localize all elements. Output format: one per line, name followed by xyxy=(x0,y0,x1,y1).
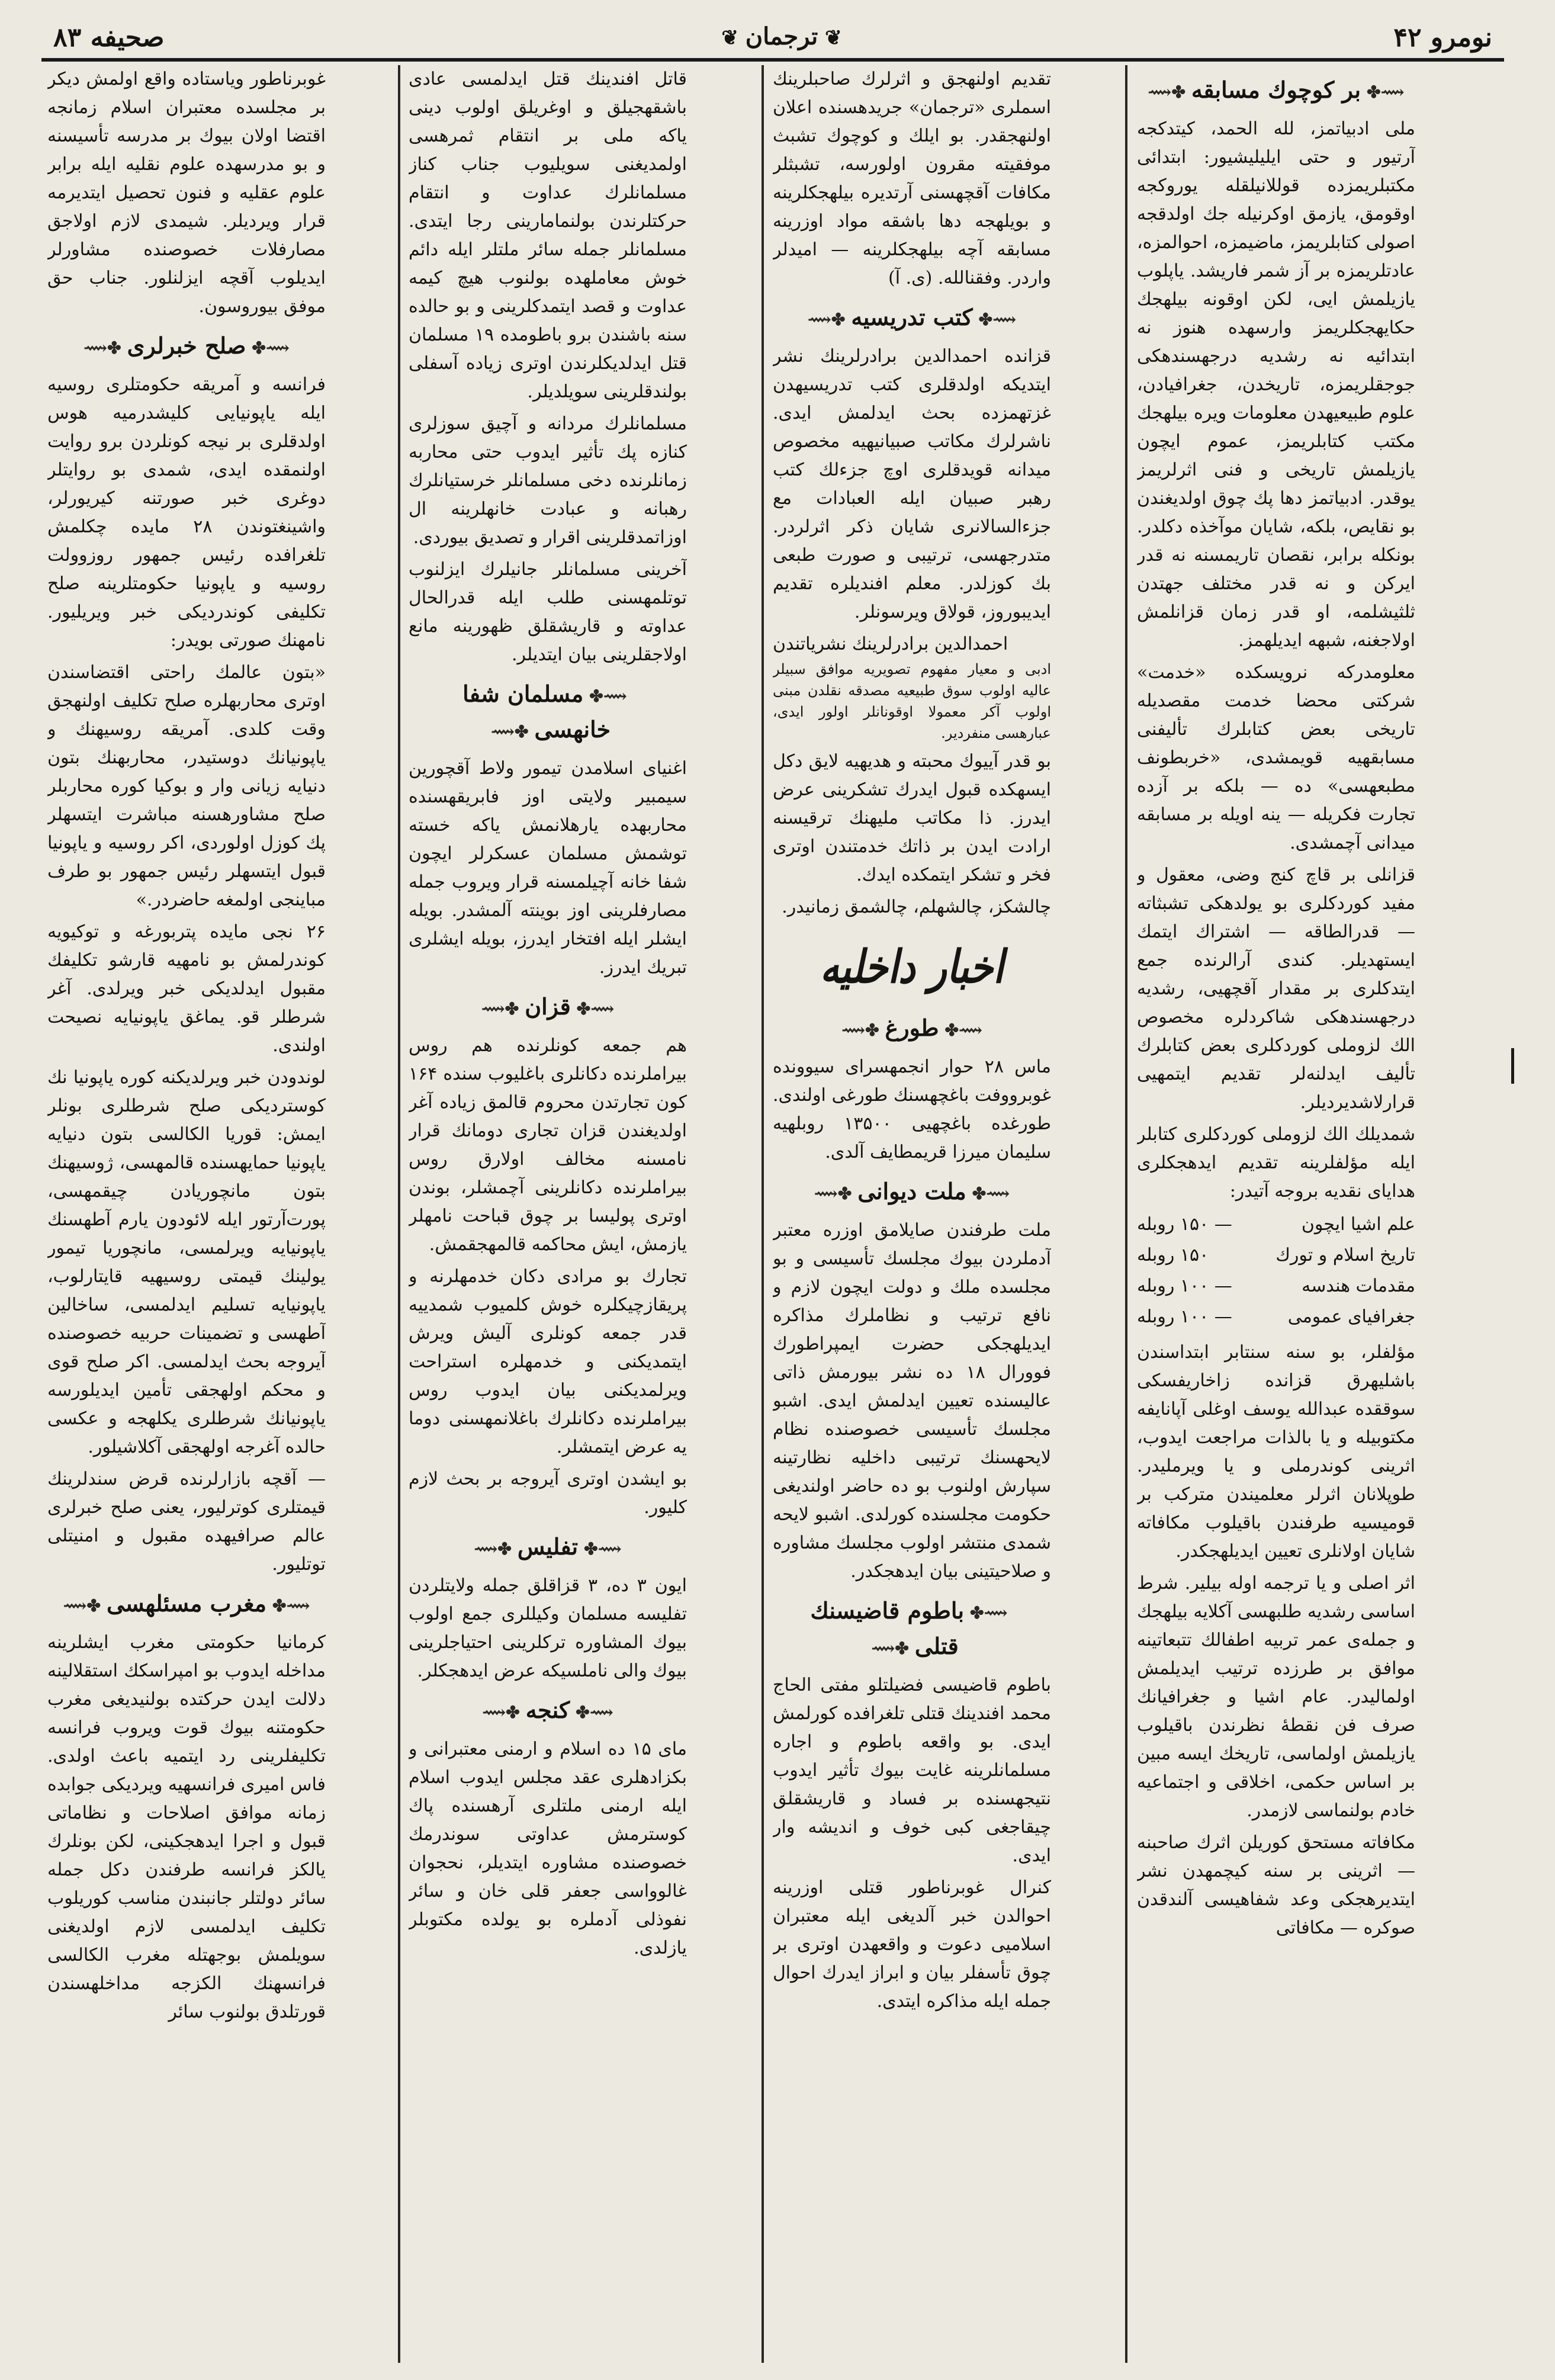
heading-text: طورغ xyxy=(885,1014,939,1041)
ornament-icon: ⟿✤ xyxy=(944,1020,983,1040)
paragraph: معلومدرکه نرویسکده «خدمت» شرکتی محضا خدمت مقصدیله تاریخی بعض کتابلرك تألیفنی مسابقهیه قویمشدی، «خربطونف مطبعهسی» ده — بلکه بر آزده تجارت فکریله — ینه اویله بر مسابقه میدانی آچمشدی. xyxy=(1137,662,1415,853)
ornament-icon: ✤⟿ xyxy=(63,1596,101,1615)
heading-text: مسلمان شفا خانهسی xyxy=(462,680,611,743)
column-divider xyxy=(398,65,400,2363)
article-heading xyxy=(773,1011,1051,1047)
margin-mark xyxy=(1511,1048,1514,1084)
ornament-icon: ⟿✤ xyxy=(589,686,627,706)
article-heading xyxy=(1137,73,1415,109)
newspaper-title xyxy=(693,23,870,50)
ornament-icon: ⟿✤ xyxy=(972,1184,1010,1203)
paragraph: ملی ادبیاتمز، لله الحمد، کیتدکجه آرتیور و حتی ایلیلیشیور: ابتدائی مکتبلریمزده قوللانیلقله یوروکجه اوقومق، یازمق اوکرنیله جك اولدقجه اصولی کتابلریمز، ماضیمزه، احوالمزه، عادتلریمزه بر آز شمر فاریشد. یاپلوب یازیلمش ایی، لکن اوقونه بیلهجك حکایهجکلریمز وارسهده هنوز نه ابتدائیه نه رشدیه درجهسندهکی جوجقلریمزه، تاریخدن، جغرافیادن، علوم طبیعیهدن معلومات ویره بیلهجك مکتب کتابلریمز، عموم ایچون یازیلمش تاریخی و فنی اثرلریمز یوقدر. ادبیاتمز دها پك چوق اولدیغندن بو نقایص، بلکه، شایان موآخذه دکلدر. بونکله برابر، نقصان تاریمسنه نه قدر ایرکن و نه قدر مختلف جهتدن ثلثیشلمه، او قدر زمان قزانلمش اولاجغنه، شبهه ایدیلهمز. xyxy=(1137,118,1415,651)
ornament-icon: ⟿✤ xyxy=(978,310,1017,329)
prize-subject: مقدمات هندسه xyxy=(1302,1276,1415,1296)
paragraph: «بتون عالمك راحتی اقتضاسندن اوتری محاربهلره صلح تکلیف اولنهجق وقت کلدی. آمریقه روسیهنك و یاپونیانك دوستیدر، محاربهنك بتون دنیایه زیانی وار و بوکیا کوره محاربلر صلح مشاورهسنه مباشرت ایتسهلر پك کوزل اولوردی، اکر روسیه و یاپونیا قبول ایتسهلر رئیس جمهور بو طرف مباینجی اولمغه حاضردر.» xyxy=(47,662,326,910)
article-heading xyxy=(773,301,1051,336)
paragraph: اثر اصلی و یا ترجمه اوله بیلیر. شرط اساسی رشدیه طلبهسی آکلایه بیلهجك و جمله‌ی عمر تربیه اطفالك تتبعاتینه موافق بر طرزده ترتیب ایدیلمش اولمالیدر. عام اشیا و جغرافیانك صرف فن نقطهٔ نظرندن باقیلوب یازیلمش اولماسی، تاریخك ایسه مبین بر اساس حکمی، اخلاقی و اجتماعیه خادم بولنماسی لازمدر. xyxy=(1137,1573,1415,1821)
paragraph: هم جمعه کونلرنده هم روس بیراملرنده دکانلری باغلیوب سنده ۱۶۴ کون تجارتدن محروم قالمق زیاده آغر اولدیغندن قزان تجاری دومانك قرار نامسنه مخالف اولارق روس بیراملرنده دکانلرینی آچمشلر، بوندن اوتری پولیسا بر چوق قباحت نامهلر یازمش، ایش محاکمه قالمهجقمش. xyxy=(409,1035,687,1255)
prize-subject: علم اشیا ایچون xyxy=(1301,1214,1415,1235)
paragraph: بو قدر آییوك محبته و هدیهیه لایق دکل ایسهکده قبول ایدرك تشکرینی عرض ایدرز. ذا مکاتب ملیهنك ترقیسنه ارادت ایدن بر ذاتك خدمتندن اوتری فخر و تشکر ایتمکده ایدك. xyxy=(773,751,1051,885)
paragraph: ایون ۳ ده، ۳ قزاقلق جمله ولایتلردن تفلیسه مسلمان وکیللری جمع اولوب بیوك المشاوره ترکلرینی احتیاجلرینی بیوك والی ناملسیکه عرض ایدهجکلر. xyxy=(409,1575,687,1681)
ornament-icon: ❦ xyxy=(721,26,746,50)
column-3 xyxy=(409,65,687,2363)
ornament-icon: ✤⟿ xyxy=(814,1184,852,1203)
prize-row xyxy=(1137,1302,1415,1332)
paragraph: قزانده احمدالدین برادرلرینك نشر ایتدیکه اولدقلری کتب تدریسیهدن غزتهمزده بحث ایدلمش ایدی. ناشرلرك مکاتب صبیانیهیه مخصوص میدانه قویدقلری اوچ جزءلك کتب رهبر صبیان ایله العبادات مع جزءالسالانری شایان ذکر اثرلردر. متدرجهسی، ترتیبی و صورت طبعی بك کوزلدر. معلم افندیلره تقدیم ایدیبوروز، قولاق ویرسونلر. xyxy=(773,346,1051,622)
prize-row xyxy=(1137,1271,1415,1302)
ornament-icon: ⟿✤ xyxy=(1367,82,1405,102)
paragraph: مؤلفلر، بو سنه سنتابر ابتداسندن باشلیهرق قزانده زاخاریفسکی سوققده عبدالله یوسف اوغلی آپانایفه مکتوبیله و یا بالذات مراجعت ایدوب، اثرینی کوندرملی و یا ویرملیدر. طوپلانان اثرلر معلمیندن مترکب بر قومیسیه طرفندن باقیلوب مکافاته شایان اولانلری تعیین ایدیلهجکدر. xyxy=(1137,1342,1415,1562)
ornament-icon: ❦ xyxy=(818,26,842,50)
heading-text: صلح خبرلری xyxy=(127,332,246,359)
heading-text: مغرب مسئلهسی xyxy=(106,1590,267,1617)
ornament-icon: ✤⟿ xyxy=(474,1539,512,1559)
paragraph: ملت طرفندن صایلامق اوزره معتبر آدملردن بیوك مجلسك تأسیسی و بو مجلسده ملك و دولت ایچون لازم و نافع ترتیب و نظاملرك مذاکره ایدیلهجکی حضرت ایمپراطورك فوورال ۱۸ ده نشر بیورمش ذاتی عالیسنده تعیین ایدلمش ایدی. اشبو مجلسك تأسیسی خصوصنده نظام لایحهسنك ترتیبی داخلیه نظارتینه سپارش اولنوب بو ده حاضر اولندیغی حکومت مجلسنده کورلدی. اشبو لایحه شمدی منتشر اولوب مجلسك مشاوره و صلاحیتینی بیان ایدهجکدر. xyxy=(773,1220,1051,1582)
prize-subject: تاریخ اسلام و تورك xyxy=(1276,1245,1415,1266)
ornament-icon: ⟿✤ xyxy=(272,1596,310,1615)
footnote: ادبی و معیار مفهوم تصویریه موافق سبیلر عالیه اولوب سوق طبیعیه مصدقه نقلدن مبنی اولوب آکر معمولا اوقونانلر اولور ایدی، عبارهسی منفردیر. xyxy=(773,661,1051,741)
ornament-icon: ✤⟿ xyxy=(83,338,121,358)
ornament-icon: ✤⟿ xyxy=(871,1639,909,1658)
prize-amount: — ۱۰۰ روبله xyxy=(1137,1276,1232,1296)
article-heading xyxy=(47,329,326,365)
paragraph: لوندودن خبر ویرلدیکنه کوره یاپونیا نك کوستردیکی صلح شرطلری بونلر ایمش: قوریا الکالسی بتون دنیایه یاپونیا حمایهسنده قالمهسی، ژوسیهنك بتون مانچوریادن چیقمهسی، پورت‌آرتور ایله لائودون یارم آطهسنك یاپونیایه ویرلمسی، مانچوریا تیمور یولینك قیمتی روسیهیه قایتارلوب، یاپونیایه تسلیم ایدلمسی، ساخالین آطهسی و تضمینات حربیه خصوصنده آیروجه بحث ایدلمسی. اکر صلح قوی و محکم اولهجقی تأمین ایدیلورسه یاپونیانك شرطلری یکلهجه و عکسی حالده آغرجه اولهجقی آکلاشیلور. xyxy=(47,1067,326,1457)
heading-text: تفلیس xyxy=(517,1533,579,1560)
article-heading xyxy=(409,677,687,749)
article-heading xyxy=(409,1694,687,1729)
ornament-icon: ⟿✤ xyxy=(252,338,290,358)
paragraph: اغنیای اسلامدن تیمور ولاط آقچورین سیمبیر ولایتی اوز فابریقهسنده محاربهده یارهلانمش یاکه خسته توشمش مسلمان عسکرلر ایچون شفا خانه آچیلمسنه قرار ویروب جمله مصارفلرینی اوز بوینته آلمشدر. بویله ایشلر ایله افتخار ایدرز، بویله ایشلری تبریك ایدرز. xyxy=(409,758,687,978)
masthead-rule xyxy=(41,58,1504,62)
heading-text: کتب تدریسیه xyxy=(851,304,973,330)
paragraph: تقدیم اولنهجق و اثرلرك صاحبلرینك اسملری «ترجمان» جریدهسنده اعلان اولنهجقدر. بو ایلك و کوچوك تشبث موفقیته مقرون اولورسه، تشبثلر مکافات آقچهسنی آرتدیره بیلهجکلرینه و بویلهجه دها باشقه مواد اوزرینه مسابقه آچه بیلهجکلرینه — امیدلر واردر. وفقنالله. (ی. آ) xyxy=(773,69,1051,288)
ornament-icon: ✤⟿ xyxy=(490,722,529,741)
heading-text: باطوم قاضیسنك قتلی xyxy=(810,1597,965,1659)
paragraph: مکافاته مستحق کوریلن اثرك صاحبنه — اثرینی بر سنه کیچمهدن نشر ایتدیرهجکی وعد شفاهیسی آلندقدن صوکره — مکافاتی xyxy=(1137,1832,1415,1938)
paragraph: مای ۱۵ ده اسلام و ارمنی معتبرانی و بکزادهلری عقد مجلس ایدوب اسلام ایله ارمنی ملتلری آرهسنده پاك کوسترمش عداوتی سوندرمك خصوصنده مشاوره ایتدیلر، نحجوان غالوواسی جعفر قلی خان و سائر نفوذلی آدملره بو یولده مکتوبلر یازلدی. xyxy=(409,1739,687,1958)
newspaper-title-text: ترجمان xyxy=(745,23,818,50)
heading-text: کنجه xyxy=(525,1697,570,1723)
ornament-icon: ✤⟿ xyxy=(841,1020,879,1040)
columns xyxy=(41,65,1504,2363)
ornament-icon: ⟿✤ xyxy=(970,1603,1008,1623)
signature-line: احمدالدین برادرلرینك نشریاتندن xyxy=(773,634,1008,654)
ornament-icon: ✤⟿ xyxy=(807,310,846,329)
paragraph: چالشکز، چالشهلم، چالشمق زمانیدر. xyxy=(782,897,1051,917)
prize-row xyxy=(1137,1240,1415,1271)
paragraph: باطوم قاضیسی فضیلتلو مفتی الحاج محمد افندینك قتلی تلغرافده کورلمش ایدی. بو واقعه باطوم و اجاره مسلمانلرینه غایت بیوك تأثیر ایدوب نتیجهسنده بر فساد و قاریشقلق چیقاجغی کبی خوف و اندیشه وار ایدی. xyxy=(773,1675,1051,1866)
column-1 xyxy=(1137,65,1415,2363)
paragraph: غوبرناطور ویاستاده واقع اولمش دیکر بر مجلسده معتبران اسلام زمانجه اقتضا اولان بیوك بر مدرسه تأسیسنه و بو مدرسهده علوم نقلیه ایله برابر علوم عقلیه و فنون تحصیل ایتدیرمه قرار ویردیلر. شیمدی لازم اولاجق مصارفلات خصوصنده مشاورلر ایدیلوب آقچه ایزلنلور. جناب حق موفق بیوروسون. xyxy=(47,69,326,317)
prize-amount: ۱۵۰ روبله xyxy=(1137,1245,1209,1266)
ornament-icon: ✤⟿ xyxy=(481,999,519,1019)
paragraph: — آقچه بازارلرنده قرض سندلرینك قیمتلری کوترلیور، یعنی صلح خبرلری عالم صرافیهده مقبول و امنیتلی توتلیور. xyxy=(47,1469,326,1575)
article-heading xyxy=(773,1594,1051,1665)
prize-amount: — ۱۰۰ روبله xyxy=(1137,1306,1232,1327)
section-banner-text: اخبار داخلیه xyxy=(820,940,1004,994)
ornament-icon: ✤⟿ xyxy=(1148,82,1185,102)
paragraph: شمدیلك الك لزوملی کوردکلری کتابلر ایله مؤلفلرینه تقدیم ایدهجکلری هدایای نقدیه بروجه آتیدر: xyxy=(1137,1124,1415,1202)
ornament-icon: ⟿✤ xyxy=(576,1703,613,1722)
article-heading xyxy=(47,1587,326,1623)
issue-number: نومرو ۴۲ xyxy=(1393,23,1492,53)
heading-text: بر کوچوك مسابقه xyxy=(1191,76,1361,103)
heading-text: ملت دیوانی xyxy=(857,1178,966,1205)
prize-list xyxy=(1137,1209,1415,1332)
paragraph: ماس ۲۸ حوار انجمهسرای سیوونده غوبرووفت باغچهسنك طورغی اولندی. طورغده باغچهیی ۱۳۵۰۰ روبلهیه سلیمان میرزا قریمطایف آلدی. xyxy=(773,1056,1051,1162)
section-banner xyxy=(773,932,1051,1003)
column-divider xyxy=(762,65,764,2363)
paragraph: ۲۶ نجی مایده پتربورغه و توکیویه کوندرلمش بو نامهیه قارشو تکلیفك مقبول ایدلدیکی خبر ویرلدی. آغر شرطلر قو. یماغق یاپونیایه نصیحت اولندی. xyxy=(47,921,326,1056)
ornament-icon: ⟿✤ xyxy=(584,1539,622,1559)
page-number: صحیفه ۸۳ xyxy=(53,23,165,53)
paragraph: قاتل افندینك قتل ایدلمسی عادی باشقهجیلق و اوغریلق اولوب دینی یاکه ملی بر انتقام ثمرهسی اولمدیغنی سویلیوب جناب کناز مسلمانلرك عداوت و انتقام حرکتلرندن بولنمامارینی رجا ایتدی. مسلمانلر جمله سائر ملتلر ایله دائم خوش معاملهده بولنوب هیچ کیمه عداوت و قصد ایتمدکلرینی و بو حالده سنه باشندن برو باطومده ۱۹ مسلمان قتل ایدلدیکلرندن اوتری زیاده آسفلی بولندقلرینی سویلدیلر. xyxy=(409,69,687,402)
ornament-icon: ⟿✤ xyxy=(576,999,615,1019)
article-heading xyxy=(773,1175,1051,1210)
paragraph: بو ایشدن اوتری آیروجه بر بحث لازم کلیور. xyxy=(409,1469,687,1518)
prize-subject: جغرافیای عمومی xyxy=(1287,1306,1415,1327)
paragraph: کرمانیا حکومتی مغرب ایشلرینه مداخله ایدوب بو امپراسكك استقلالینه دلالت ایدن حرکتده بولنیدیغی مغرب حکومتنه بیوك قوت ویروب فرانسه تکلیفلرینی رد ایتمیه باعث اولدی. فاس امیری فرانسهیه ویردیکی جوابده زمانه موافق اصلاحات و نظاماتی قبول و اجرا ایدهجکینی، لکن بونلرك یالکز فرانسه طرفندن دکل جمله سائر دولتلر جانبندن مناسب کوریلوب تکلیف ایدلمسی لازم اولدیغنی سویلمش بوجهتله مغرب الکالسی فرانسهنك الکزجه مداخلهسندن قورتلدق بولنوب سائر xyxy=(47,1632,326,2022)
column-4 xyxy=(47,65,326,2363)
article-heading xyxy=(409,1530,687,1566)
column-2 xyxy=(773,65,1051,2363)
article-heading xyxy=(409,990,687,1026)
masthead xyxy=(41,17,1504,58)
heading-text: قزان xyxy=(525,993,571,1020)
paragraph: مسلمانلرك مردانه و آچیق سوزلری کنازه پك تأثیر ایدوب حتی محاربه زمانلرنده دخی مسلمانلر خرستیانلرك رهبانه و عبادت خانهلرینه ال اوزاتمدقلرینی اقرار و تصدیق بیوردی. xyxy=(409,413,687,548)
column-divider xyxy=(1125,65,1127,2363)
prize-amount: — ۱۵۰ روبله xyxy=(1137,1214,1232,1235)
paragraph: کنرال غوبرناطور قتلی اوزرینه احوالدن خبر آلدیغی ایله معتبران اسلامیی دعوت و واقعهدن اوتری بر چوق تأسفلر بیان و ابراز ایدرك احوال جمله ایله مذاکره ایتدی. xyxy=(773,1877,1051,2012)
paragraph: قزانلی بر قاچ کنج وضی، معقول و مفید کوردکلری بو یولدهکی تشبثاته — قدرالطاقه — اشتراك ایتمك ایستهدیلر. کندی آرالرنده جمع ایتدکلری بر مقدار آقچهیی، رشدیه درجهسندهکی شاکردلره مخصوص الك لزوملی کوردکلری بعض کتابلرك تألیف ایدلنه‌لر تقدیم ایتمهیی قرارلاشدیردیلر. xyxy=(1137,865,1415,1113)
prize-row xyxy=(1137,1209,1415,1240)
paragraph: تجارك بو مرادی دکان خدمهلرنه و پریقازچیکلره خوش کلمیوب شمدییه قدر جمعه کونلری آلیش ویرش ایتمدیکنی و خدمهلره استراحت ویرلمدیکنی بیان ایدوب روس بیراملرنده دکانلرك باغلانمهسنی دوما یه عرض ایتمشلر. xyxy=(409,1266,687,1457)
paragraph: فرانسه و آمریقه حکومتلری روسیه ایله یاپونیایی کلیشدرمیه هوس اولدقلری بر نیجه کونلردن برو روایت اولنمقده ایدی، شمدی بو روایتلر دوغری خبر صورتنه کیریورلر، واشینغتوندن ۲۸ مایده چکلمش تلغرافده رئیس جمهور روزوولت روسیه و یاپونیا حکومتلرینه صلح تکلیفی کوندردیکی خبر ویریلیور. نامهنك صورتی بویدر: xyxy=(47,374,326,651)
paragraph: آخرینی مسلمانلر جانیلرك ایزلنوب توتلمهسنی طلب ایله قدرالحال عداوته و قاریشقلق ظهورینه مانع اولاجقلرینی بیان ایتدیلر. xyxy=(409,559,687,665)
ornament-icon: ✤⟿ xyxy=(482,1703,520,1722)
